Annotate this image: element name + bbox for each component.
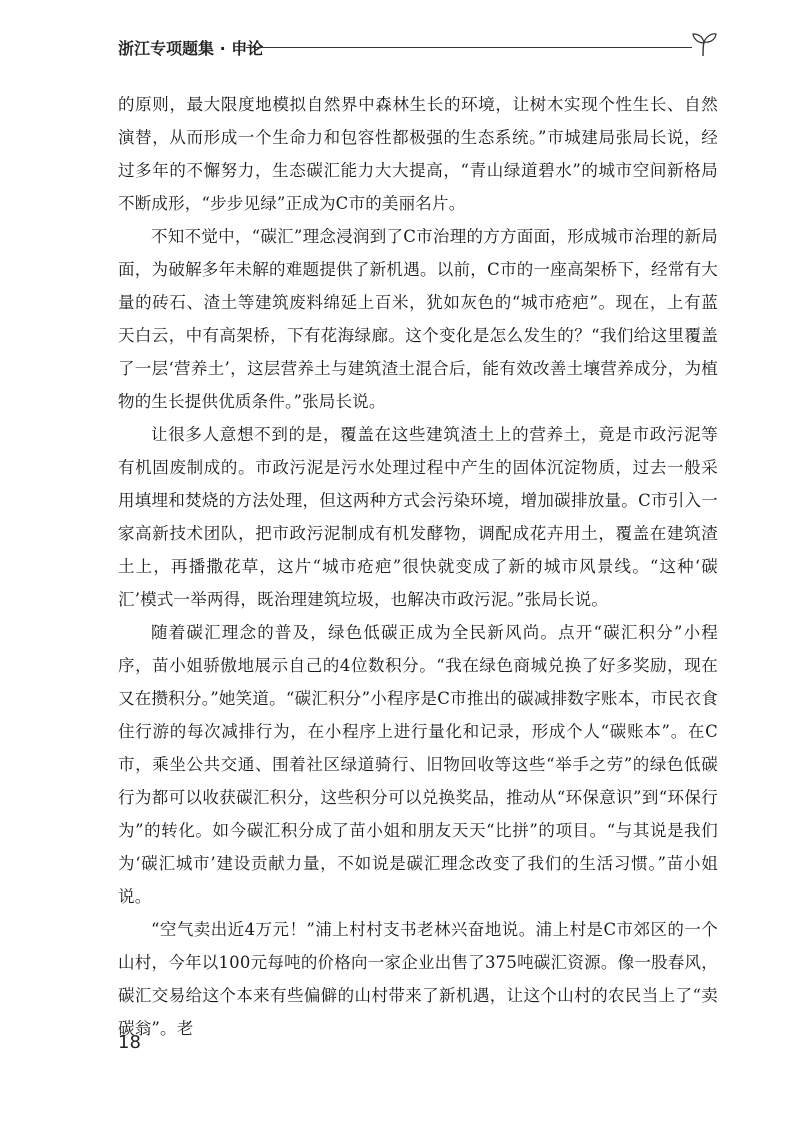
sprout-icon xyxy=(690,30,718,58)
paragraph-3: 让很多人意想不到的是，覆盖在这些建筑渣土上的营养土，竟是市政污泥等有机固废制成的。市政污泥是污水处理过程中产生的固体沉淀物质，过去一般采用填埋和焚烧的方法处理，但这两种方式会污染环境，增加碳排放量。C市引入一家高新技术团队，把市政污泥制成有机发酵物，调配成花卉用土，覆盖在建筑渣土上，再播撒花草，这片“城市疮疤”很快就变成了新的城市风景线。“这种‘碳汇’模式一举两得，既治理建筑垃圾，也解决市政污泥。”张局长说。 xyxy=(118,425,718,609)
paragraph-1: 的原则，最大限度地模拟自然界中森林生长的环境，让树木实现个性生长、自然演替，从而形成一个生命力和包容性都极强的生态系统。”市城建局张局长说，经过多年的不懈努力，生态碳汇能力大大提高，“青山绿道碧水”的城市空间新格局不断成形，“步步见绿”正成为C市的美丽名片。 xyxy=(118,95,718,213)
page-number: 18 xyxy=(118,1032,141,1053)
header-rule xyxy=(246,47,692,48)
paragraph-2: 不知不觉中，“碳汇”理念浸润到了C市治理的方方面面，形成城市治理的新局面，为破解多年未解的难题提供了新机遇。以前，C市的一座高架桥下，经常有大量的砖石、渣土等建筑废料绵延上百米，犹如灰色的“城市疮疤”。现在，上有蓝天白云，中有高架桥，下有花海绿廊。这个变化是怎么发生的？“我们给这里覆盖了一层‘营养土’，这层营养土与建筑渣土混合后，能有效改善土壤营养成分，为植物的生长提供优质条件。”张局长说。 xyxy=(118,227,718,411)
paragraph-5: “空气卖出近4万元！”浦上村村支书老林兴奋地说。浦上村是C市郊区的一个山村，今年以100元每吨的价格向一家企业出售了375吨碳汇资源。像一股春风，碳汇交易给这个本来有些偏僻的山村带来了新机遇，让这个山村的农民当上了“卖碳翁”。老 xyxy=(118,920,718,1038)
header-title: 浙江专项题集 · 申论 xyxy=(118,39,264,58)
paragraph-4: 随着碳汇理念的普及，绿色低碳正成为全民新风尚。点开“碳汇积分”小程序，苗小姐骄傲地展示自己的4位数积分。“我在绿色商城兑换了好多奖励，现在又在攒积分。”她笑道。“碳汇积分”小程序是C市推出的碳减排数字账本，市民衣食住行游的每次减排行为，在小程序上进行量化和记录，形成个人“碳账本”。在C市，乘坐公共交通、围着社区绿道骑行、旧物回收等这些“举手之劳”的绿色低碳行为都可以收获碳汇积分，这些积分可以兑换奖品，推动从“环保意识”到“环保行为”的转化。如今碳汇积分成了苗小姐和朋友天天“比拼”的项目。“与其说是我们为‘碳汇城市’建设贡献力量，不如说是碳汇理念改变了我们的生活习惯。”苗小姐说。 xyxy=(118,623,718,906)
running-header xyxy=(118,30,718,60)
body-text xyxy=(118,88,718,1045)
